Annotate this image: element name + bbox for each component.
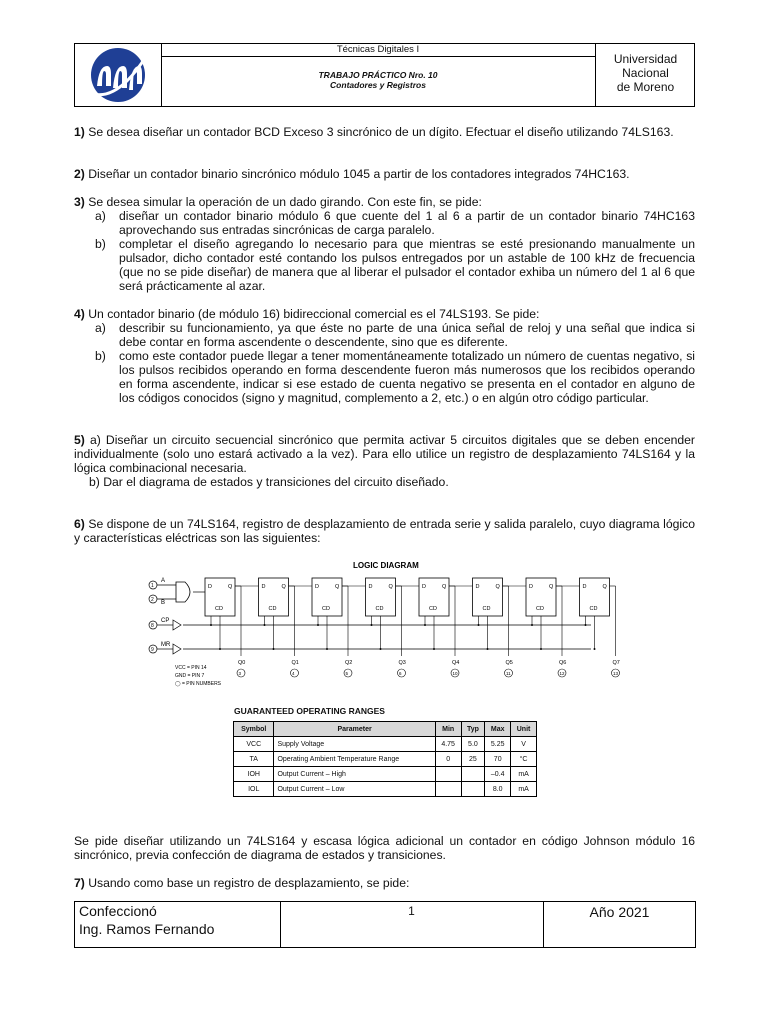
output-label: Q1 [291, 660, 299, 666]
flip-flop [366, 578, 420, 677]
table-cell [461, 767, 485, 782]
question-3 [74, 195, 695, 209]
item-label: a) [95, 321, 106, 335]
output-pin: 5 [345, 671, 349, 676]
question-7 [74, 876, 695, 890]
input-a [149, 578, 176, 589]
made-by-label: Confeccionó [79, 903, 157, 919]
output-label: Q2 [345, 660, 353, 666]
tp-title [161, 70, 595, 90]
question-5-b: b) Dar el diagrama de estados y transiciones del circuito diseñado. [89, 475, 449, 489]
output-label: Q6 [559, 660, 567, 666]
svg-text:8: 8 [151, 623, 154, 629]
table-cell: VCC [234, 737, 274, 752]
university-logo-icon [75, 44, 161, 106]
table-header: Unit [511, 722, 537, 737]
question-text: Se dispone de un 74LS164, registro de desplazamiento de entrada serie y salida paralelo, cuyo diagrama lógico y características eléctricas son las siguientes: [74, 517, 696, 545]
table-row [234, 782, 537, 797]
table-cell: IOH [234, 767, 274, 782]
table-header: Symbol [234, 722, 274, 737]
ff-q-label: Q [549, 584, 554, 590]
tp-subtitle: Contadores y Registros [330, 80, 426, 90]
table-cell: °C [511, 752, 537, 767]
table-cell: 4.75 [435, 737, 461, 752]
ops-table-title: GUARANTEED OPERATING RANGES [234, 706, 385, 716]
table-cell: 25 [461, 752, 485, 767]
ff-cd-label: CD [322, 606, 330, 612]
question-5 [74, 433, 695, 475]
output-label: Q5 [505, 660, 513, 666]
diagram-title: LOGIC DIAGRAM [353, 561, 419, 570]
ff-q-label: Q [442, 584, 447, 590]
input-b [149, 595, 176, 606]
input-cp [149, 618, 591, 630]
table-cell: 8.0 [485, 782, 511, 797]
document-footer [74, 901, 696, 948]
question-text: a) Diseñar un circuito secuencial sincrónico que permita activar 5 circuitos digitales que se deben encender individualmente (solo uno estará activado a la vez). Para ello utilice un registro de desplazamiento 74LS164 y la lógica combinacional necesaria. [74, 433, 695, 475]
ff-d-label: D [582, 584, 587, 590]
university-line-2: Nacional [622, 66, 669, 80]
table-cell: mA [511, 782, 537, 797]
svg-text:B: B [161, 600, 166, 606]
question-number: 6) [74, 517, 85, 531]
svg-text:CP: CP [161, 618, 170, 624]
table-cell: Output Current – High [274, 767, 435, 782]
table-cell [435, 782, 461, 797]
flip-flop [312, 578, 366, 677]
ff-d-label: D [422, 584, 426, 590]
table-header: Parameter [274, 722, 435, 737]
output-pin: 4 [292, 671, 295, 676]
question-3-a: diseñar un contador binario módulo 6 que cuente del 1 al 6 a partir de un contador binario 74HC163 aprovechando sus entradas sincrónicas de carga paralelo. [119, 209, 695, 237]
subject-name: Técnicas Digitales I [161, 44, 595, 57]
tp-number: TRABAJO PRÁCTICO Nro. 10 [318, 70, 438, 80]
flip-flop [473, 578, 527, 677]
table-header: Typ [461, 722, 485, 737]
table-cell: TA [234, 752, 274, 767]
question-2 [74, 167, 695, 181]
header-title-cell [161, 44, 596, 106]
svg-text:1: 1 [151, 583, 154, 589]
table-cell: 5.25 [485, 737, 511, 752]
question-1 [74, 125, 695, 139]
question-number: 7) [74, 876, 85, 890]
table-row [234, 767, 537, 782]
svg-text:A: A [161, 578, 166, 584]
table-cell [435, 767, 461, 782]
table-cell: 70 [485, 752, 511, 767]
question-4 [74, 307, 695, 321]
question-number: 4) [74, 307, 85, 321]
flip-flop [526, 578, 580, 677]
question-text: Un contador binario (de módulo 16) bidireccional comercial es el 74LS193. Se pide: [88, 307, 540, 321]
page-number: 1 [280, 902, 544, 947]
logic-diagram [143, 556, 623, 696]
ff-d-label: D [529, 584, 533, 590]
ff-q-label: Q [228, 584, 233, 590]
question-number: 1) [74, 125, 85, 139]
output-pin: 12 [559, 671, 565, 676]
output-pin: 11 [506, 671, 511, 676]
question-number: 3) [74, 195, 85, 209]
table-row [234, 737, 537, 752]
logo-cell [75, 44, 162, 106]
flip-flop-chain [205, 578, 620, 677]
question-number: 2) [74, 167, 85, 181]
ff-cd-label: CD [536, 606, 544, 612]
table-row [234, 752, 537, 767]
ff-q-label: Q [388, 584, 393, 590]
question-text: Se desea simular la operación de un dado girando. Con este fin, se pide: [88, 195, 482, 209]
university-name [596, 52, 695, 94]
table-cell: IOL [234, 782, 274, 797]
svg-text:9: 9 [151, 647, 154, 653]
table-header: Min [435, 722, 461, 737]
question-number: 5) [74, 433, 85, 447]
input-mr [149, 642, 591, 654]
svg-text:2: 2 [151, 597, 154, 603]
svg-text:GND = PIN 7: GND = PIN 7 [175, 673, 205, 679]
flip-flop [205, 578, 259, 677]
table-cell: –0.4 [485, 767, 511, 782]
table-cell: Operating Ambient Temperature Range [274, 752, 435, 767]
and-gate-icon [176, 582, 190, 602]
question-4-a: describir su funcionamiento, ya que éste no parte de una única señal de reloj y una señal que indica si debe contar en forma ascendente o descendente, sino que es diferente. [119, 321, 695, 349]
document-header [74, 43, 695, 107]
university-line-3: de Moreno [616, 80, 675, 94]
question-6 [74, 517, 695, 545]
ff-d-label: D [368, 584, 373, 590]
ff-d-label: D [208, 584, 212, 590]
question-6-request: Se pide diseñar utilizando un 74LS164 y escasa lógica adicional un contador en código Johnson módulo 16 sincrónico, previa confección de diagrama de estados y transiciones. [74, 834, 695, 862]
flip-flop [259, 578, 313, 677]
output-pin: 6 [399, 671, 402, 676]
question-4-b: como este contador puede llegar a tener momentáneamente totalizado un número de cuentas negativo, si los pulsos recibidos operando en forma descendente fueron más numerosos que los recibidos operando en forma ascendente, indicar si ese estado de cuenta negativo se presenta en el contador en alguno de los códigos conocidos (signo y magnitud, complemento a 2, etc.) o en algún otro código particular. [119, 349, 695, 405]
svg-text:MR: MR [161, 642, 171, 648]
ff-d-label: D [475, 584, 480, 590]
table-cell: 5.0 [461, 737, 485, 752]
flip-flop [580, 578, 620, 677]
question-text: Se desea diseñar un contador BCD Exceso 3 sincrónico de un dígito. Efectuar el diseño utilizando 74LS163. [88, 125, 674, 139]
ff-cd-label: CD [268, 606, 277, 612]
ff-q-label: Q [602, 584, 607, 590]
ff-d-label: D [315, 584, 319, 590]
output-pin: 13 [613, 671, 619, 676]
ff-cd-label: CD [429, 606, 437, 612]
ff-cd-label: CD [375, 606, 384, 612]
table-cell: mA [511, 767, 537, 782]
year-label: Año 2021 [589, 904, 650, 920]
question-text: Usando como base un registro de desplazamiento, se pide: [88, 876, 410, 890]
output-label: Q4 [452, 660, 460, 666]
table-cell [461, 782, 485, 797]
ff-cd-label: CD [589, 606, 598, 612]
operating-ranges-table [233, 721, 537, 797]
ff-q-label: Q [281, 584, 286, 590]
table-cell: V [511, 737, 537, 752]
item-label: a) [95, 209, 106, 223]
output-label: Q3 [398, 660, 406, 666]
ff-q-label: Q [335, 584, 340, 590]
output-label: Q7 [612, 660, 620, 666]
output-pin: 10 [452, 671, 458, 676]
output-label: Q0 [238, 660, 246, 666]
question-text: Diseñar un contador binario sincrónico módulo 1045 a partir de los contadores integrados 74HC163. [88, 167, 630, 181]
ff-cd-label: CD [215, 606, 223, 612]
question-3-b: completar el diseño agregando lo necesario para que mientras se esté presionando manualmente un pulsador, dicho contador esté contando los pulsos entregados por un astable de 100 kHz de frecuencia (que no se pide diseñar) de manera que al liberar el pulsador el contador exhiba un número del 1 al 6 que será prácticamente al azar. [119, 237, 695, 293]
table-header-row [234, 722, 537, 737]
ff-q-label: Q [495, 584, 500, 590]
author-name: Ing. Ramos Fernando [79, 921, 215, 937]
author-cell [75, 902, 281, 947]
svg-text:◯ = PIN NUMBERS: ◯ = PIN NUMBERS [175, 681, 222, 687]
output-pin: 3 [238, 671, 242, 676]
diagram-notes [175, 665, 222, 687]
table-cell: Supply Voltage [274, 737, 435, 752]
university-line-1: Universidad [613, 52, 678, 66]
svg-text:VCC = PIN 14: VCC = PIN 14 [175, 665, 207, 671]
table-cell: 0 [435, 752, 461, 767]
item-label: b) [95, 237, 106, 251]
flip-flop [419, 578, 473, 677]
table-cell: Output Current – Low [274, 782, 435, 797]
item-label: b) [95, 349, 106, 363]
ff-cd-label: CD [482, 606, 491, 612]
table-header: Max [485, 722, 511, 737]
ff-d-label: D [261, 584, 266, 590]
